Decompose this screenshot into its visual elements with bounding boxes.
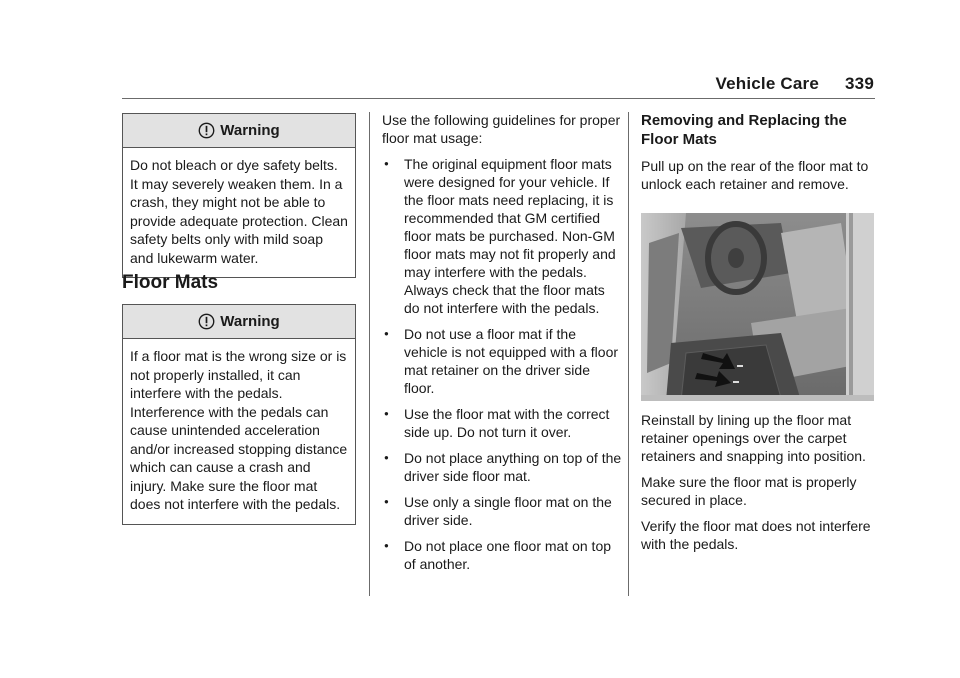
- page-number: 339: [845, 74, 874, 93]
- column-divider-2: [628, 112, 629, 596]
- warning-title: Warning: [220, 122, 280, 139]
- warning-text: If a floor mat is the wrong size or is not properly installed, it can interfere with the pedals. Interference with the pedals can cause unintended acceleration and/or increased stopping distance which can cause a crash and injury. Make sure the floor mat does not interfere with the pedals.: [130, 348, 348, 512]
- header-rule: [122, 98, 875, 99]
- column-divider-1: [369, 112, 370, 596]
- list-item: ● Do not place anything on top of the driver side floor mat.: [382, 449, 622, 485]
- removal-paragraph: Pull up on the rear of the floor mat to unlock each retainer and remove.: [641, 158, 869, 192]
- warning-header: [123, 305, 355, 339]
- guidelines-intro: Use the following guidelines for proper floor mat usage:: [382, 112, 621, 146]
- header-section-title: Vehicle Care: [715, 74, 820, 93]
- list-item: ● Do not use a floor mat if the vehicle is not equipped with a floor mat retainer on the driver side floor.: [382, 325, 622, 397]
- guidelines-list: [382, 155, 622, 573]
- list-item: ● Do not place one floor mat on top of another.: [382, 537, 622, 573]
- guidelines-column: [382, 111, 622, 581]
- section-title-floor-mats: Floor Mats: [122, 272, 219, 293]
- verify-paragraph: Verify the floor mat does not interfere with the pedals.: [641, 518, 871, 552]
- warning-box-safety-belts: [122, 113, 356, 278]
- warning-text: Do not bleach or dye safety belts. It may severely weaken them. In a crash, they might not be able to provide adequate protection. Clean safety belts only with mild soap and lukewarm water.: [130, 157, 348, 266]
- secure-paragraph: Make sure the floor mat is properly secured in place.: [641, 474, 857, 508]
- list-item: ● The original equipment floor mats were designed for your vehicle. If the floor mats need replacing, it is recommended that GM certified floor mats be purchased. Non-GM floor mats may not fit properly and may interfere with the pedals. Always check that the floor mats do not interfere with the pedals.: [382, 155, 622, 317]
- warning-icon: [198, 313, 215, 330]
- list-item: ● Use the floor mat with the correct side up. Do not turn it over.: [382, 405, 622, 441]
- warning-icon: [198, 122, 215, 139]
- page-header: [716, 74, 875, 94]
- warning-box-floor-mat: [122, 304, 356, 525]
- reinstall-paragraph: Reinstall by lining up the floor mat retainer openings over the carpet retainers and snapping into position.: [641, 412, 866, 464]
- removal-column: [641, 111, 877, 561]
- warning-title: Warning: [220, 313, 280, 330]
- subsection-title: Removing and Replacing the Floor Mats: [641, 112, 847, 148]
- list-item: ● Use only a single floor mat on the driver side.: [382, 493, 622, 529]
- warning-header: [123, 114, 355, 148]
- floor-mat-photo: [641, 213, 874, 401]
